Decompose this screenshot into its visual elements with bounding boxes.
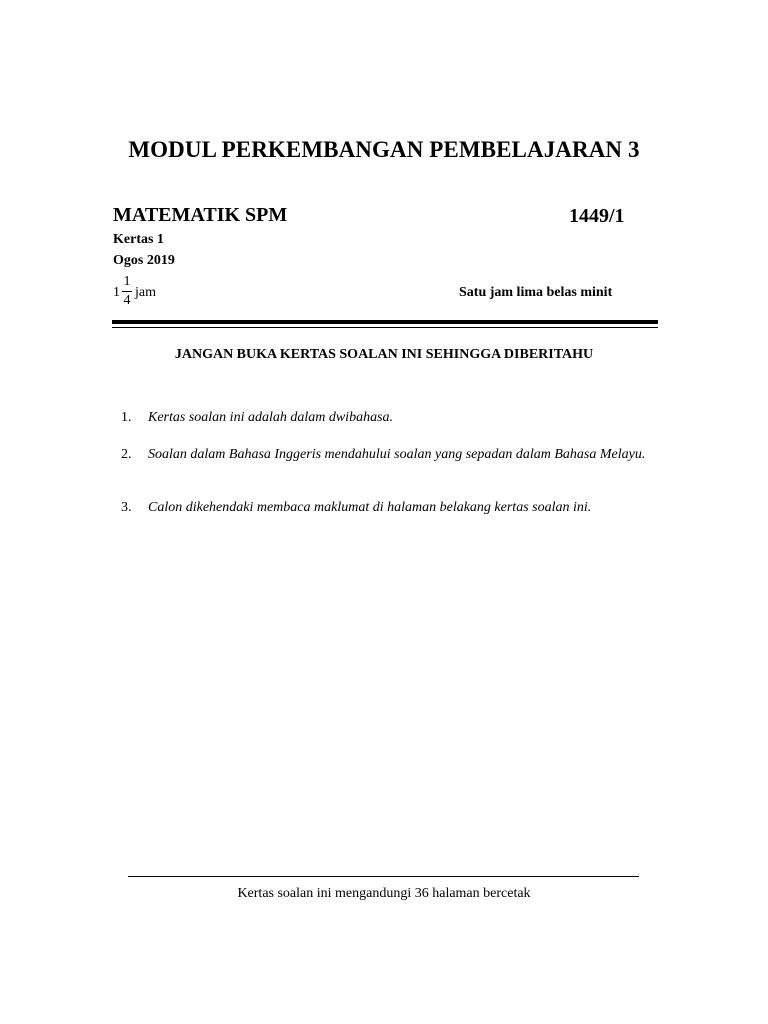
header-divider-thick [112, 320, 658, 324]
instruction-item [113, 499, 656, 519]
footer-divider [128, 876, 639, 877]
fraction-numerator: 1 [123, 274, 131, 289]
header-divider-thin [112, 327, 658, 328]
duration-in-words: Satu jam lima belas minit [459, 285, 613, 300]
paper-number: Kertas 1 [113, 232, 164, 247]
fraction-bar [122, 291, 132, 292]
document-title: MODUL PERKEMBANGAN PEMBELAJARAN 3 [128, 137, 640, 162]
paper-code: 1449/1 [569, 205, 625, 227]
duration-fraction-part [122, 274, 132, 309]
exam-date: Ogos 2019 [113, 253, 175, 268]
instruction-text: Kertas soalan ini adalah dalam dwibahasa. [148, 410, 394, 425]
instruction-text: Soalan dalam Bahasa Inggeris mendahului soalan yang sepadan dalam Bahasa Melayu. [148, 447, 646, 462]
instruction-item [113, 409, 656, 429]
warning-notice: JANGAN BUKA KERTAS SOALAN INI SEHINGGA DIBERITAHU [174, 347, 594, 362]
instruction-item [113, 446, 656, 486]
instruction-number: 3. [121, 500, 132, 515]
subject-name: MATEMATIK SPM [113, 204, 288, 226]
instruction-number: 2. [121, 447, 132, 462]
page-count-note: Kertas soalan ini mengandungi 36 halaman bercetak [237, 886, 531, 901]
fraction-denominator: 4 [123, 293, 131, 308]
instruction-text: Calon dikehendaki membaca maklumat di halaman belakang kertas soalan ini. [148, 500, 592, 515]
duration-whole: 1 [113, 285, 120, 300]
instruction-number: 1. [121, 410, 132, 425]
duration-unit: jam [135, 285, 156, 300]
